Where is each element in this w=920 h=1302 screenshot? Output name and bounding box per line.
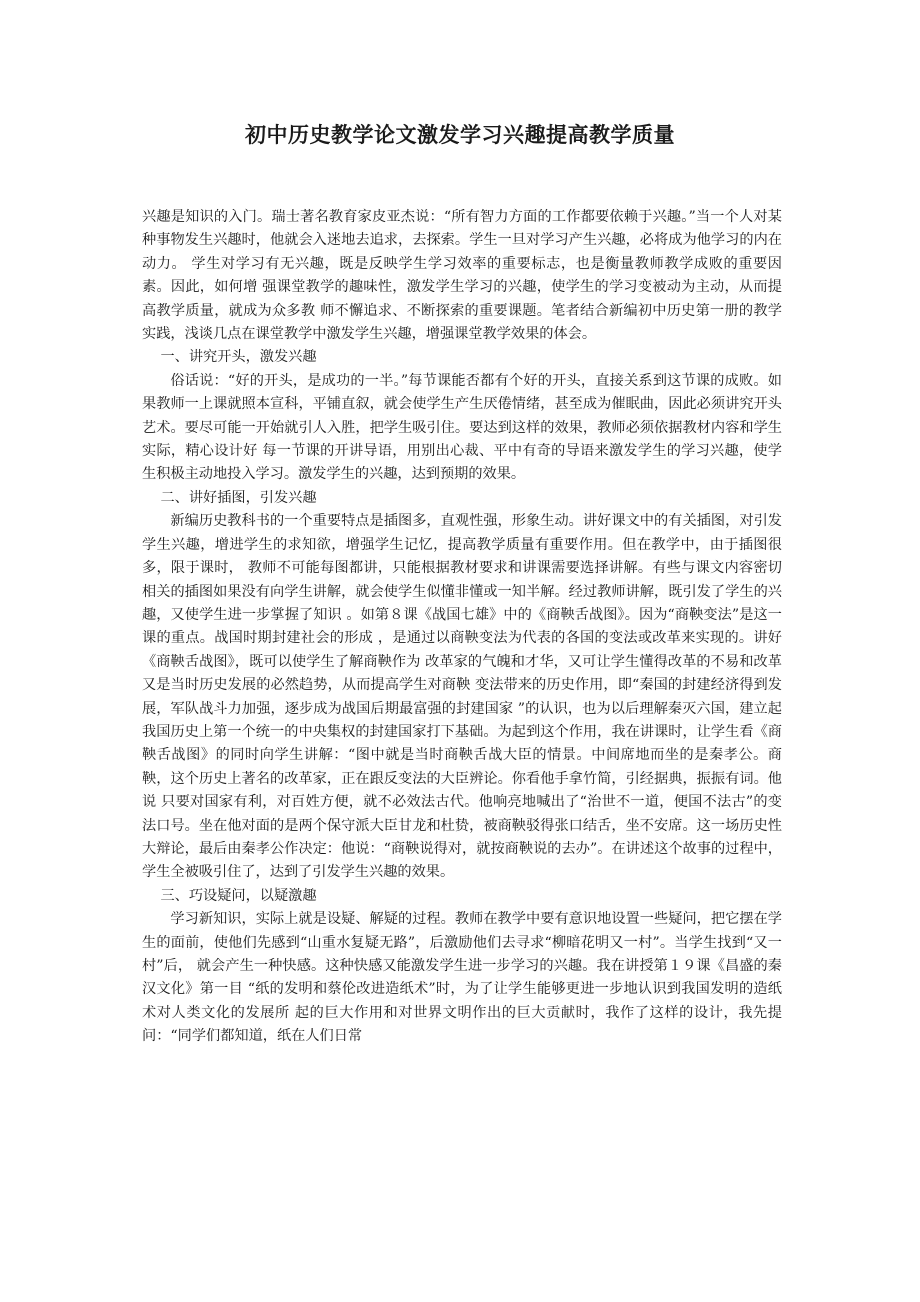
section-heading-3: 三、巧设疑问，以疑激趣 — [160, 887, 317, 904]
section-heading-2: 二、讲好插图，引发兴趣 — [160, 489, 317, 506]
section-paragraph-3: 学习新知识，实际上就是设疑、解疑的过程。教师在教学中要有意识地设置一些疑问，把它摆在学生的面前，使他们先感到“山重水复疑无路”，后激励他们去寻求“柳暗花明又一村”。当学生找到“又一村”后， 就会产生一种快感。这种快感又能激发学生进一步学习的兴趣。我在讲授第１９课《昌盛的秦汉文化》第一目 “纸的发明和蔡伦改进造纸术”时，为了让学生能够更进一步地认识到我国发明的造纸术对人类文化的发展所 起的巨大作用和对世界文明作出的巨大贡献时，我作了这样的设计，我先提问：“同学们都知道，纸在人们日常 — [142, 911, 782, 1045]
section-paragraph-1: 俗话说：“好的开头，是成功的一半。”每节课能否都有个好的开头，直接关系到这节课的成败。如果教师一上课就照本宣科，平铺直叙，就会使学生产生厌倦情绪，甚至成为催眠曲，因此必须讲究开头艺术。要尽可能一开始就引人入胜，把学生吸引住。要达到这样的效果，教师必须依据教材内容和学生实际，精心设计好 每一节课的开讲导语，用别出心裁、平中有奇的导语来激发学生的学习兴趣，使学生积极主动地投入学习。激发学生的兴趣，达到预期的效果。 — [142, 372, 782, 483]
section-heading-1: 一、讲究开头，激发兴趣 — [160, 349, 317, 366]
section-paragraph-2: 新编历史教科书的一个重要特点是插图多，直观性强，形象生动。讲好课文中的有关插图，对引发学生兴趣，增进学生的求知欲，增强学生记忆，提高教学质量有重要作用。但在教学中，由于插图很多，限于课时， 教师不可能每图都讲，只能根据教材要求和讲课需要选择讲解。有些与课文内容密切相关的插图如果没有向学生讲解，就会使学生似懂非懂或一知半解。经过教师讲解，既引发了学生的兴趣，又使学生进一步掌握了知识 。如第８课《战国七雄》中的《商鞅舌战图》。因为“商鞅变法”是这一课的重点。战国时期封建社会的形成 ，是通过以商鞅变法为代表的各国的变法或改革来实现的。讲好《商鞅舌战图》，既可以使学生了解商鞅作为 改革家的气魄和才华，又可让学生懂得改革的不易和改革又是当时历史发展的必然趋势，从而提高学生对商鞅 变法带来的历史作用，即“秦国的封建经济得到发展，军队战斗力加强，逐步成为战国后期最富强的封建国家 ”的认识，也为以后理解秦灭六国，建立起我国历史上第一个统一的中央集权的封建国家打下基础。为起到这个作用，我在讲课时，让学生看《商鞅舌战图》的同时向学生讲解：“图中就是当时商鞅舌战大臣的情景。中间席地而坐的是秦孝公。商鞅，这个历史上著名的改革家，正在跟反变法的大臣辨论。你看他手拿竹简，引经据典，振振有词。他说 只要对国家有利，对百姓方便，就不必效法古代。他响亮地喊出了“治世不一道，便国不法古”的变法口号。坐在他对面的是两个保守派大臣甘龙和杜贽，被商鞅驳得张口结舌，坐不安席。这一场历史性大辩论，最后由秦孝公作决定：他说：“商鞅说得对，就按商鞅说的去办”。在讲述这个故事的过程中，学生全被吸引住了，达到了引发学生兴趣的效果。 — [142, 513, 782, 881]
document-body — [142, 206, 782, 1049]
document-title: 初中历史教学论文激发学习兴趣提高教学质量 — [245, 122, 675, 147]
intro-paragraph: 兴趣是知识的入门。瑞士著名教育家皮亚杰说：“所有智力方面的工作都要依赖于兴趣。”当一个人对某 种事物发生兴趣时，他就会入迷地去追求，去探索。学生一旦对学习产生兴趣，必将成为他学习的内在动力。 学生对学习有无兴趣，既是反映学生学习效率的重要标志，也是衡量教师教学成败的重要因素。因此，如何增 强课堂教学的趣味性，激发学生学习的兴趣，使学生的学习变被动为主动，从而提高教学质量，就成为众多教 师不懈追求、不断探索的重要课题。笔者结合新编初中历史第一册的教学实践，浅谈几点在课堂教学中激发学生兴趣，增强课堂教学效果的体会。 — [142, 209, 782, 343]
